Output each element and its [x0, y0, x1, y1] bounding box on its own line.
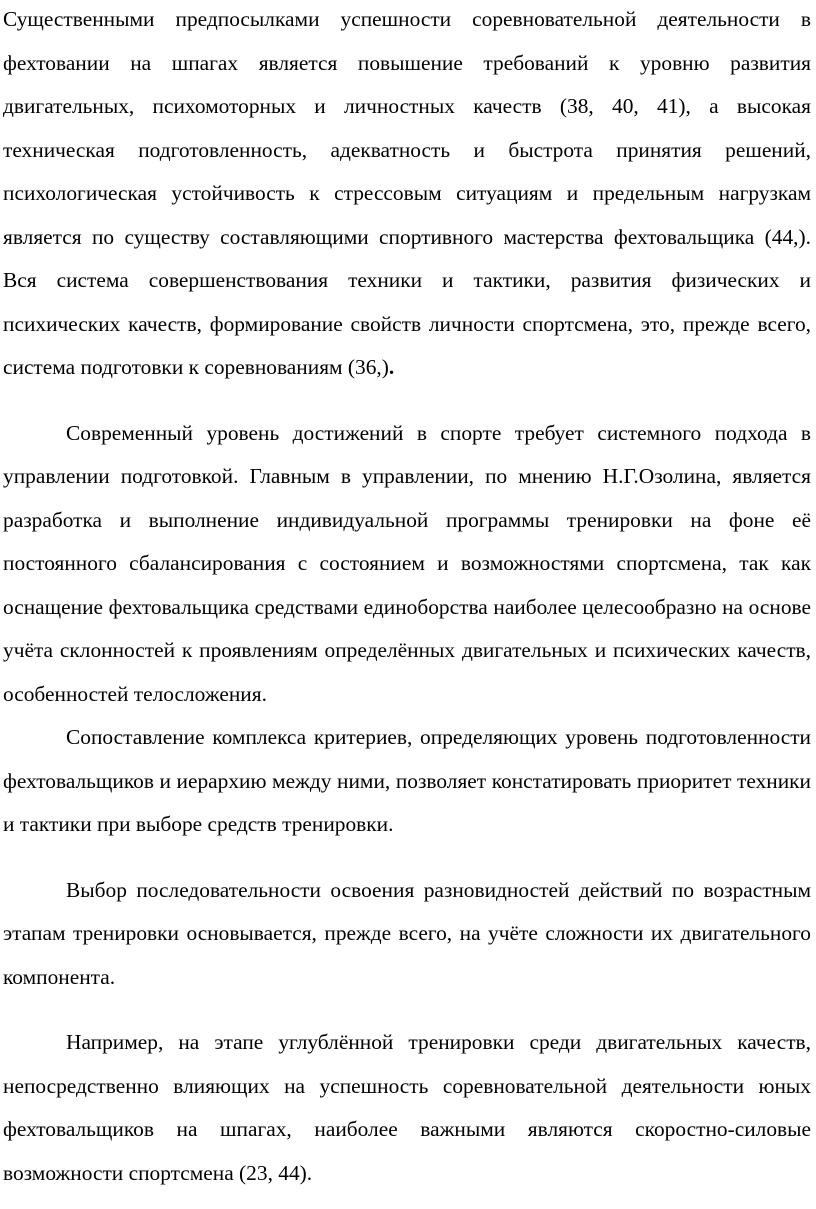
paragraph-preconditions-end: . [388, 355, 395, 379]
paragraph-preconditions [3, 0, 811, 390]
document-page [3, 0, 811, 1195]
paragraph-example: Например, на этапе углублённой тренировки среди двигательных качеств, непосредственно влияющих на успешность соревновательной деятельности юных фехтовальщиков на шпагах, наиболее важными являются скоростно-силовые возможности спортсмена (23, 44). [3, 1030, 811, 1185]
paragraph-modern-level: Современный уровень достижений в спорте требует системного подхода в управлении подготовкой. Главным в управлении, по мнению Н.Г.Озолина, является разработка и выполнение индивидуальной программы тренировки на фоне её постоянного сбалансирования с состоянием и возможностями спортсмена, так как оснащение фехтовальщика средствами единоборства наиболее целесообразно на основе учёта склонностей к проявлениям определённых двигательных и психических качеств, особенностей телосложения. [3, 420, 811, 706]
paragraph-sequence-choice: Выбор последовательности освоения разновидностей действий по возрастным этапам тренировки основывается, прежде всего, на учёте сложности их двигательного компонента. [3, 877, 811, 989]
paragraph-preconditions-text: Существенными предпосылками успешности соревновательной деятельности в фехтовании на шпагах является повышение требований к уровню развития двигательных, психомоторных и личностных качеств (38, 40, 41), а высокая техническая подготовленность, адекватность и быстрота принятия решений, психологическая устойчивость к стрессовым ситуациям и предельным нагрузкам является по существу составляющими спортивного мастерства фехтовальщика (44,). Вся система совершенствования техники и тактики, развития физических и психических качеств, формирование свойств личности спортсмена, это, прежде всего, система подготовки к соревнованиям (36,) [3, 7, 811, 379]
paragraph-criteria-comparison: Сопоставление комплекса критериев, определяющих уровень подготовленности фехтовальщиков и иерархию между ними, позволяет констатировать приоритет техники и тактики при выборе средств тренировки. [3, 725, 811, 836]
